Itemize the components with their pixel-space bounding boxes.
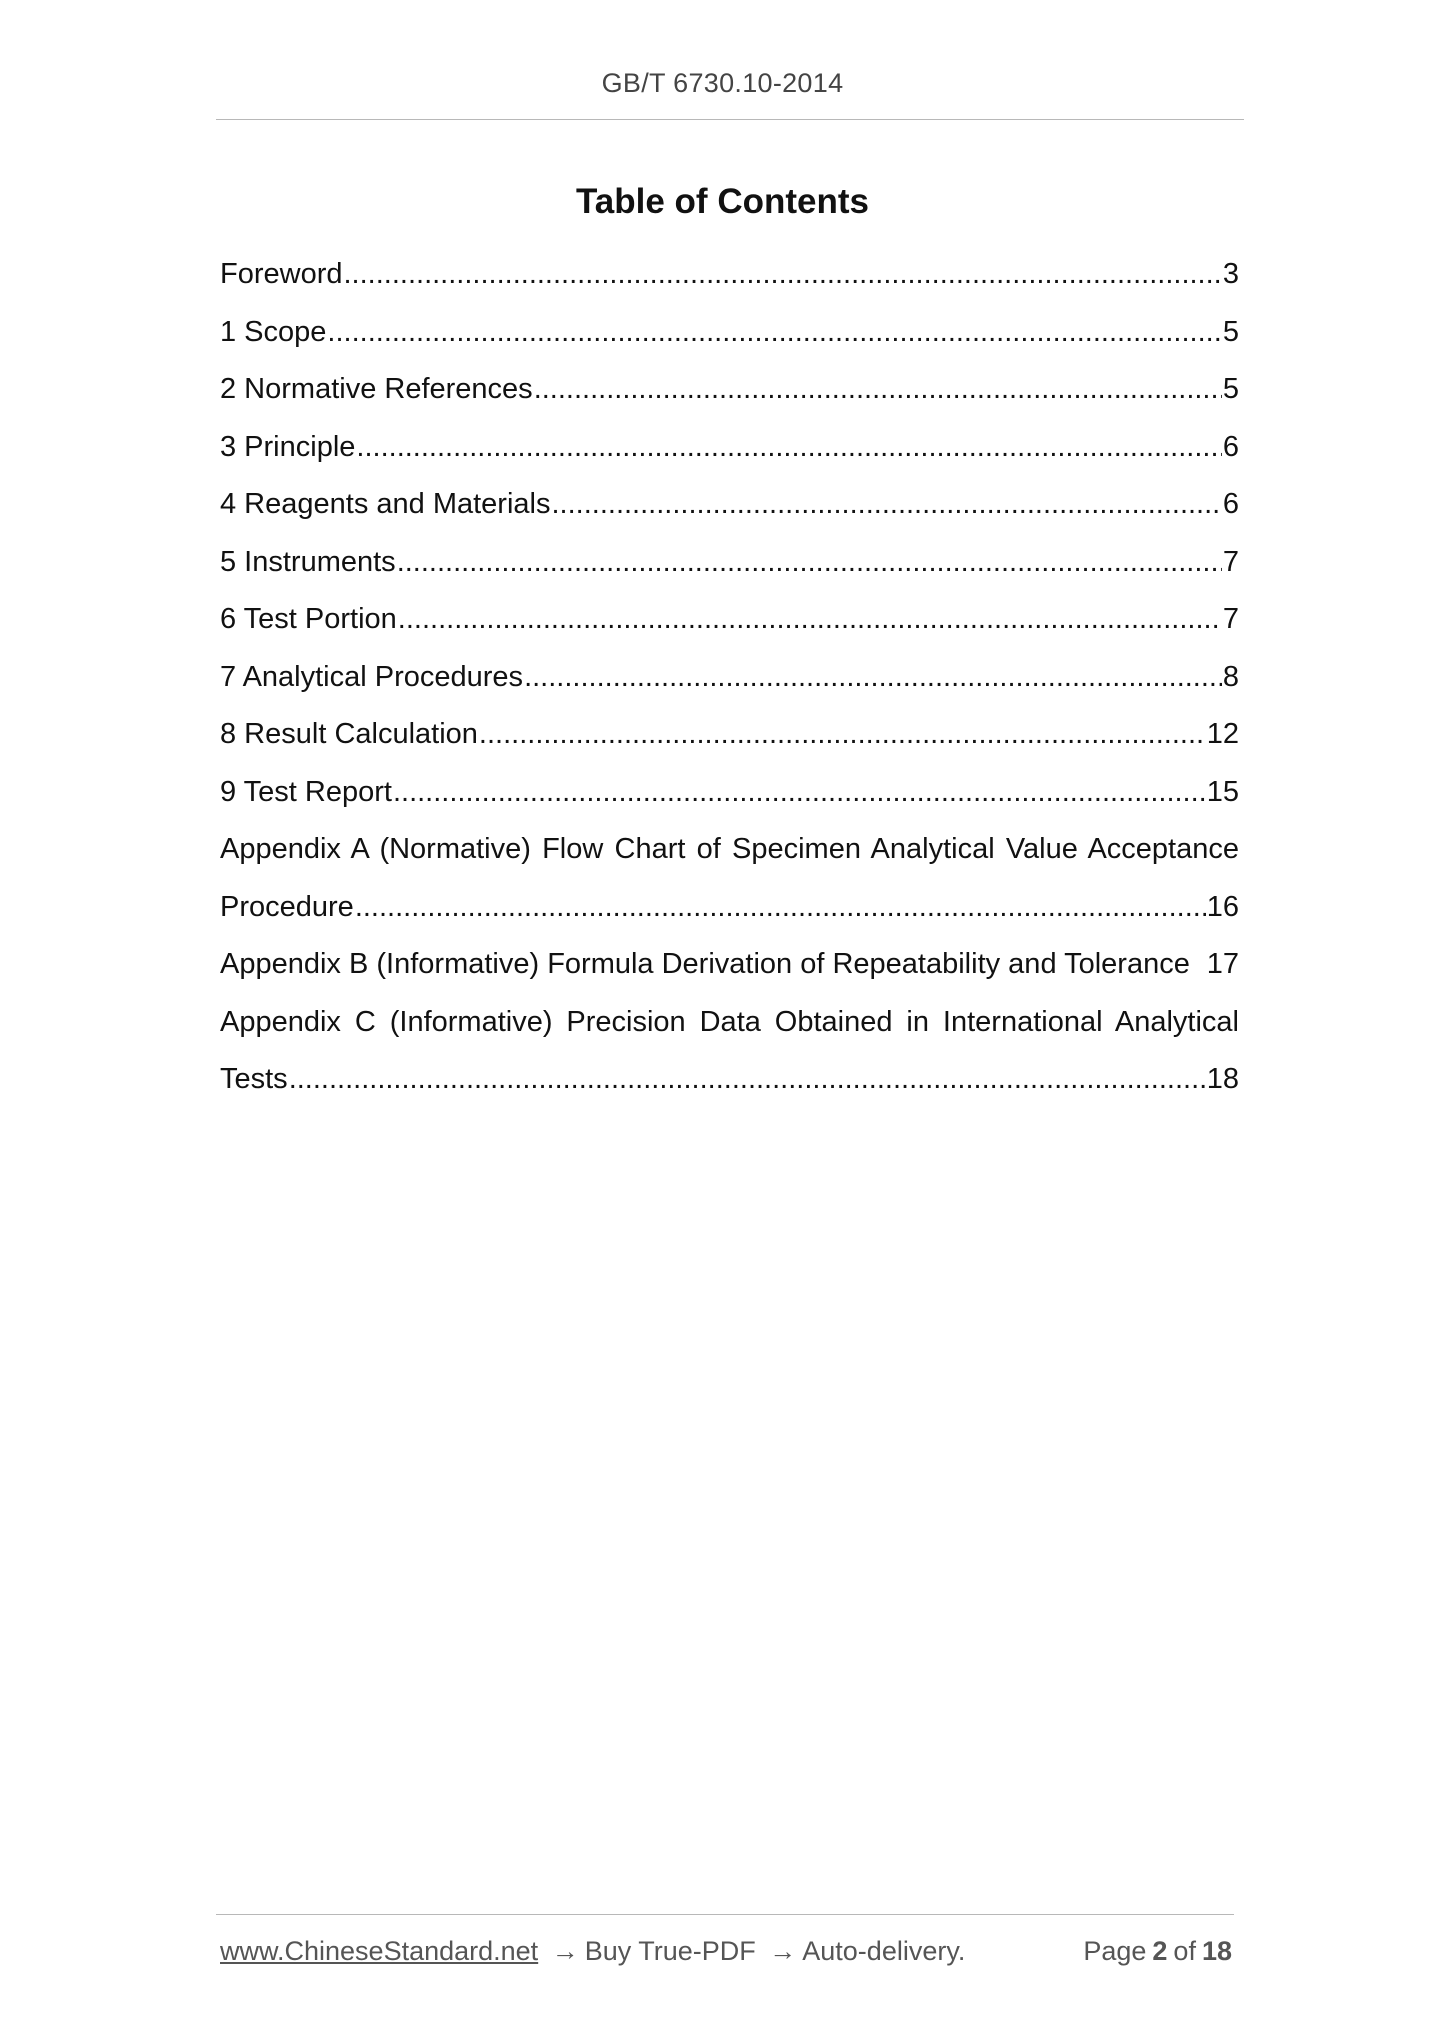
toc-entry-appendix-b[interactable] [220,936,1239,994]
toc-entry-label: 3 Principle [220,430,356,463]
toc-entry-page: 12 [1206,718,1239,750]
toc-entry-page: 7 [1222,545,1239,578]
current-page: 2 [1152,1936,1168,1966]
toc-entry-test-portion[interactable] [220,591,1239,649]
toc-entry-label: 4 Reagents and Materials [220,488,551,520]
total-pages: 18 [1201,1936,1232,1966]
toc-entry-label: 8 Result Calculation [220,718,478,750]
toc-entry-appendix-a-line2[interactable] [220,879,1239,937]
dot-leader [398,591,1222,649]
toc-entry-page: 6 [1222,430,1239,463]
footer-divider [216,1914,1234,1915]
dot-leader [534,361,1222,419]
toc-entry-page: 16 [1206,890,1239,923]
page-word: Page [1083,1936,1147,1966]
arrow-right-icon: → [551,1936,579,1966]
dot-leader [344,246,1222,304]
dot-leader [551,476,1221,534]
toc-entry-foreword[interactable] [220,246,1239,304]
dot-leader [393,764,1206,822]
delivery-text: Auto-delivery. [802,1936,966,1966]
toc-entry-page: 3 [1222,258,1239,290]
toc-entry-label: Procedure [220,890,354,923]
dot-leader [479,706,1206,764]
page-footer [220,1936,1232,1967]
toc-entry-appendix-c-line2[interactable] [220,1051,1239,1109]
toc-entry-label: 2 Normative References [220,373,533,405]
dot-leader [355,879,1206,937]
toc-entry-page: 5 [1222,315,1239,348]
toc-entry-label: 9 Test Report [220,775,392,808]
toc-entry-label: Foreword [220,258,343,290]
dot-leader [327,304,1221,362]
toc-entry-result-calculation[interactable] [220,706,1239,764]
toc-entry-label: 1 Scope [220,315,327,348]
arrow-right-icon: → [769,1936,797,1966]
toc-entry-label: Tests [220,1063,288,1095]
toc-entry-page: 7 [1222,603,1239,635]
toc-heading: Table of Contents [576,182,869,221]
footer-promo [220,1936,965,1967]
toc-entry-page: 17 [1206,948,1239,980]
dot-leader [524,649,1222,707]
toc-entry-appendix-c-line1[interactable]: Appendix C (Informative) Precision Data Obtained in International Analytical [220,1005,1239,1038]
header-divider [216,119,1244,120]
toc-entry-label: 7 Analytical Procedures [220,660,524,693]
toc-entry-principle[interactable] [220,419,1239,477]
toc-entry-page: 18 [1206,1063,1239,1095]
toc-entry-label: 6 Test Portion [220,603,397,635]
toc-entry-reagents-and-materials[interactable] [220,476,1239,534]
website-link[interactable]: www.ChineseStandard.net [220,1936,539,1966]
dot-leader [356,419,1221,477]
toc-entry-normative-references[interactable] [220,361,1239,419]
of-word: of [1173,1936,1196,1966]
table-of-contents [220,246,1239,1109]
toc-entry-appendix-a-line1[interactable]: Appendix A (Normative) Flow Chart of Specimen Analytical Value Acceptance [220,833,1239,865]
toc-entry-page: 5 [1222,373,1239,405]
toc-entry-page: 15 [1206,775,1239,808]
toc-entry-page: 6 [1222,488,1239,520]
buy-text: Buy True-PDF [584,1936,756,1966]
toc-entry-label: 5 Instruments [220,545,396,578]
toc-entry-test-report[interactable] [220,764,1239,822]
toc-entry-label: Appendix B (Informative) Formula Derivation of Repeatability and Tolerance [220,948,1190,980]
document-id-header: GB/T 6730.10-2014 [601,68,844,98]
page-number [1077,1936,1232,1967]
toc-entry-instruments[interactable] [220,534,1239,592]
toc-entry-analytical-procedures[interactable] [220,649,1239,707]
toc-entry-page: 8 [1222,660,1239,693]
toc-entry-scope[interactable] [220,304,1239,362]
dot-leader [289,1051,1206,1109]
dot-leader [397,534,1222,592]
